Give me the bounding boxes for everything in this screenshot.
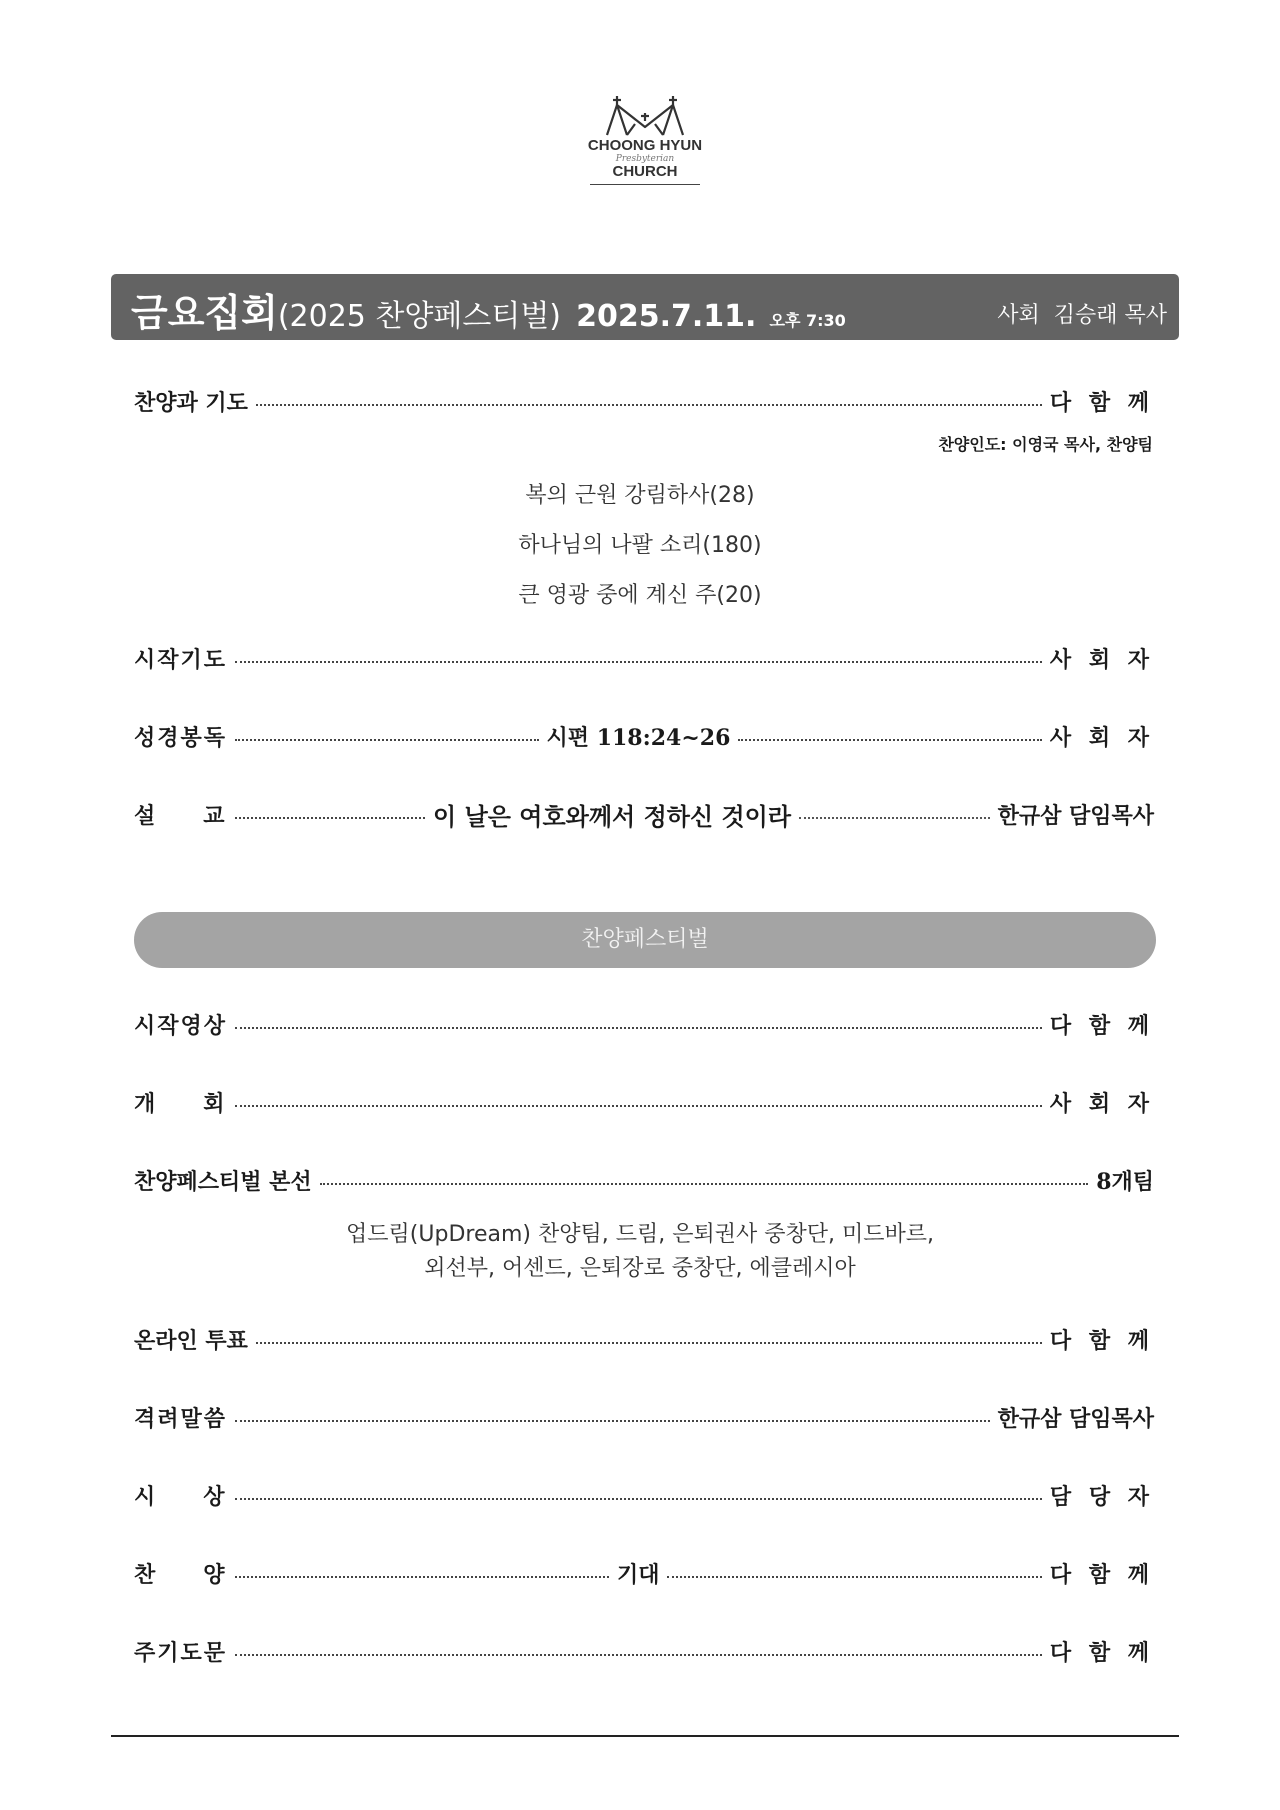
program-responsible: 다 함 께 xyxy=(1049,1640,1154,1666)
program-responsible: 한규삼 담임목사 xyxy=(997,1406,1154,1432)
program-label: 시작영상 xyxy=(134,1013,228,1039)
program-row xyxy=(134,1085,1154,1119)
leader-dots xyxy=(235,1420,990,1422)
section-banner: 찬양페스티벌 xyxy=(134,912,1156,968)
program-label: 개 회 xyxy=(134,1091,227,1117)
team-list-line: 업드림(UpDream) 찬양팀, 드림, 은퇴권사 중창단, 미드바르, xyxy=(346,1222,934,1247)
presider-name: 김승래 목사 xyxy=(1053,303,1167,328)
program-label: 시작기도 xyxy=(134,647,228,673)
program-responsible: 사 회 자 xyxy=(1049,647,1154,673)
presider-label: 사회 xyxy=(997,303,1040,328)
service-time: 오후 7:30 xyxy=(769,311,846,330)
leader-dots xyxy=(235,1654,1042,1656)
church-logo xyxy=(585,96,705,202)
program-label: 설 교 xyxy=(134,803,227,829)
logo-text-line1: CHOONG HYUN xyxy=(587,137,703,154)
leader-dots xyxy=(667,1576,1041,1578)
leader-dots xyxy=(799,817,990,819)
leader-dots xyxy=(235,1498,1042,1500)
program-responsible: 사 회 자 xyxy=(1049,1091,1154,1117)
service-subtitle: (2025 찬양페스티벌) xyxy=(277,299,562,334)
program-responsible: 사 회 자 xyxy=(1049,725,1154,751)
hymn-item: 하나님의 나팔 소리(180) xyxy=(518,533,762,558)
leader-dots xyxy=(235,661,1042,663)
leader-dots xyxy=(256,404,1042,406)
program-row xyxy=(134,719,1154,753)
leader-dots xyxy=(738,739,1042,741)
hymn-item: 복의 근원 강림하사(28) xyxy=(525,483,755,508)
program-row xyxy=(134,1163,1154,1197)
praise-leaders-note: 찬양인도: 이영국 목사, 찬양팀 xyxy=(938,435,1153,454)
service-title: 금요집회 xyxy=(131,291,278,335)
program-label: 격려말씀 xyxy=(134,1406,228,1432)
program-responsible: 다 함 께 xyxy=(1049,1328,1154,1354)
program-responsible: 8개팀 xyxy=(1096,1168,1154,1195)
program-row xyxy=(134,1478,1154,1512)
program-responsible: 다 함 께 xyxy=(1049,390,1154,416)
scripture-reference: 시편 118:24~26 xyxy=(546,724,731,751)
leader-dots xyxy=(235,1105,1042,1107)
program-row xyxy=(134,1007,1154,1041)
leader-dots xyxy=(256,1342,1042,1344)
logo-underline xyxy=(590,184,700,185)
leader-dots xyxy=(235,817,426,819)
program-label: 찬 양 xyxy=(134,1562,227,1588)
program-label: 온라인 투표 xyxy=(134,1328,248,1354)
program-row xyxy=(134,641,1154,675)
hymn-item: 큰 영광 중에 계신 주(20) xyxy=(518,583,762,608)
church-steeples-icon xyxy=(595,96,695,136)
program-label: 찬양페스티벌 본선 xyxy=(134,1169,312,1195)
program-row xyxy=(134,1322,1154,1356)
service-header-bar xyxy=(111,274,1179,340)
program-label: 성경봉독 xyxy=(134,725,228,751)
program-responsible: 담 당 자 xyxy=(1049,1484,1154,1510)
leader-dots xyxy=(235,739,539,741)
bottom-divider xyxy=(111,1735,1179,1737)
service-date: 2025.7.11. xyxy=(576,299,757,334)
program-row xyxy=(134,1634,1154,1668)
program-row xyxy=(134,1556,1154,1590)
team-list-line: 외선부, 어센드, 은퇴장로 중창단, 에클레시아 xyxy=(424,1256,856,1281)
program-row xyxy=(134,1400,1154,1434)
logo-text-line3: CHURCH xyxy=(612,163,678,180)
sermon-title: 이 날은 여호와께서 정하신 것이라 xyxy=(433,802,792,831)
logo-text-line2: Presbyterian xyxy=(615,154,675,164)
presider xyxy=(997,298,1167,329)
leader-dots xyxy=(320,1183,1089,1185)
program-label: 시 상 xyxy=(134,1484,227,1510)
program-middle-text: 기대 xyxy=(616,1562,660,1588)
program-row xyxy=(134,384,1154,418)
program-row xyxy=(134,797,1154,831)
leader-dots xyxy=(235,1027,1042,1029)
program-responsible: 다 함 께 xyxy=(1049,1013,1154,1039)
program-label: 찬양과 기도 xyxy=(134,390,248,416)
program-responsible: 한규삼 담임목사 xyxy=(997,803,1154,829)
program-responsible: 다 함 께 xyxy=(1049,1562,1154,1588)
leader-dots xyxy=(235,1576,609,1578)
program-label: 주기도문 xyxy=(134,1640,228,1666)
